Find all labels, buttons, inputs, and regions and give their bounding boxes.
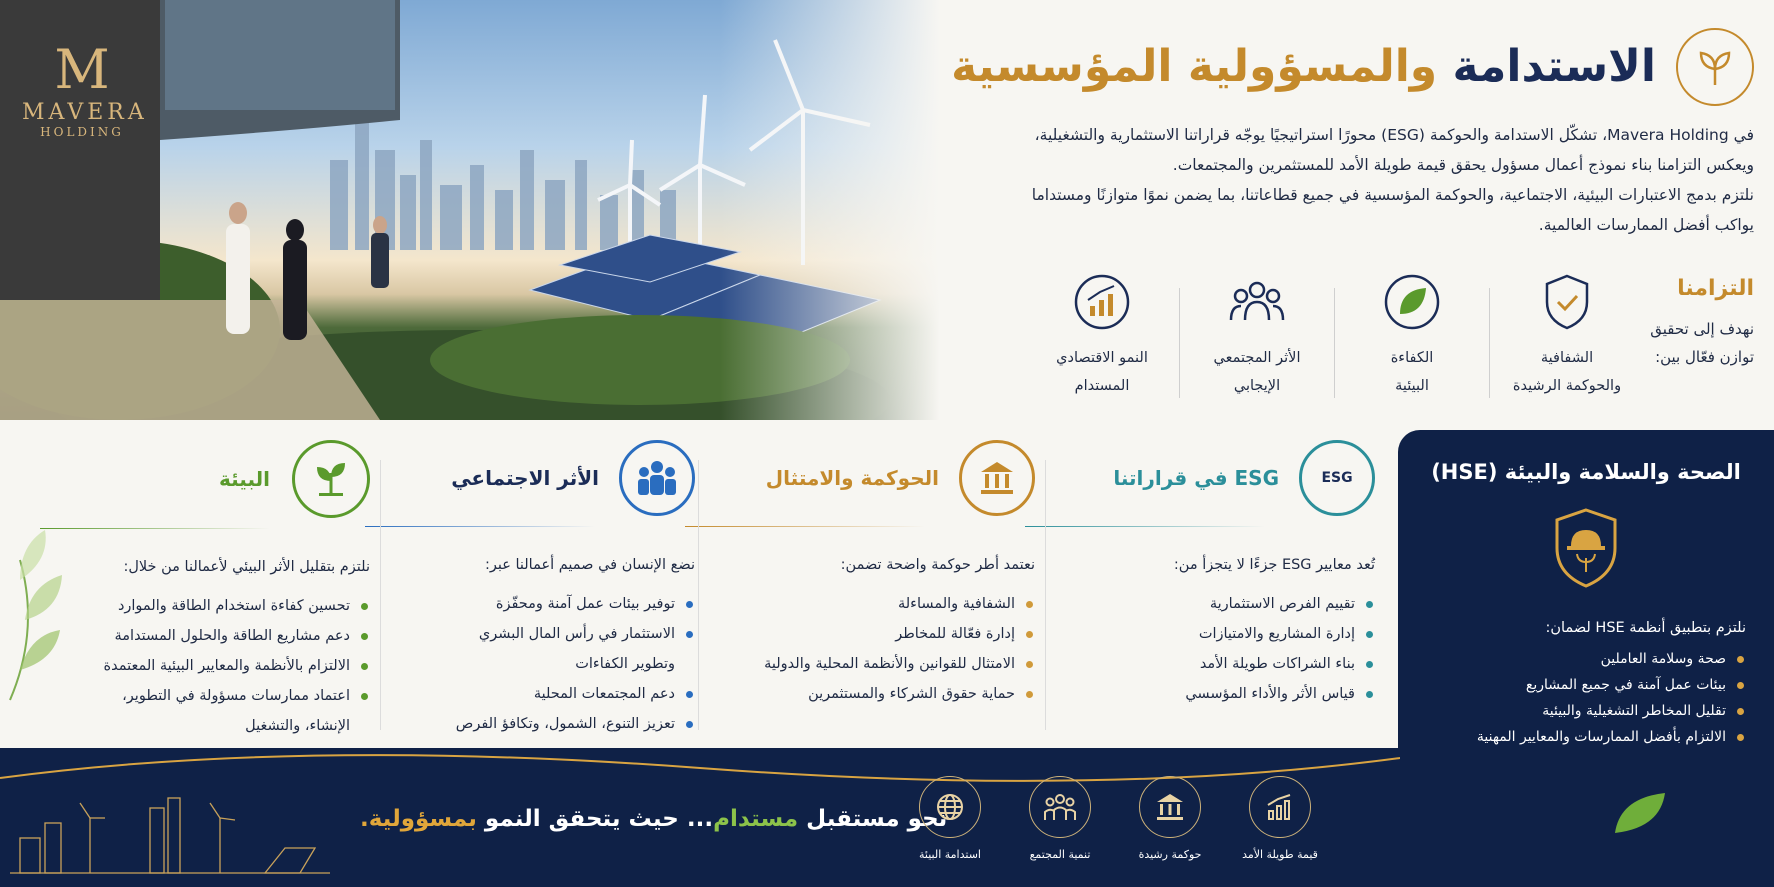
pillar-label: النمو الاقتصادي: [1056, 350, 1148, 366]
esg-list: [1045, 589, 1375, 709]
esg-title: ESG في قراراتنا: [1113, 466, 1279, 490]
commitment-sub-line: نهدف إلى تحقيق: [1650, 320, 1754, 338]
hero-photo: [0, 0, 940, 420]
social-column: [375, 440, 695, 740]
shield-check-icon: [1535, 270, 1599, 334]
banner-item-environment: [895, 776, 1005, 861]
banner-item-label: قيمة طويلة الأمد: [1242, 848, 1318, 861]
esg-lead: تُعد معايير ESG جزءًا لا يتجزأ من:: [1173, 557, 1375, 573]
pillar-label: الكفاءة: [1390, 350, 1434, 366]
social-title: الأثر الاجتماعي: [451, 466, 599, 490]
slogan-highlight: بمسؤولية.: [360, 806, 477, 832]
slogan: [360, 806, 947, 832]
environment-list: [30, 591, 370, 741]
banner-item-governance: [1115, 776, 1225, 861]
intro-line: نلتزم بدمج الاعتبارات البيئية، الاجتماعية، والحوكمة المؤسسية في جميع قطاعاتنا، بما يضمن نموًا متوازنًا ومستداما: [1031, 186, 1754, 204]
sustainability-leaf-icon: [1676, 28, 1754, 106]
commitment-sub: [1644, 315, 1754, 371]
commitment-label: التزامنا: [1677, 276, 1754, 301]
environment-lead: نلتزم بتقليل الأثر البيئي لأعمالنا من خلال:: [123, 559, 370, 575]
governance-lead: نعتمد أطر حوكمة واضحة تضمن:: [840, 557, 1035, 573]
intro-paragraph: [914, 120, 1754, 240]
list-item: الشفافية والمساءلة: [705, 589, 1035, 619]
page-title-row: [951, 28, 1754, 106]
banner-item-label: استدامة البيئة: [919, 848, 981, 861]
intro-line: في Mavera Holding، تشكّل الاستدامة والحوكمة (ESG) محورًا استراتيجيًا يوجّه قراراتنا الاستثمارية والتشغيلية،: [1034, 126, 1754, 144]
environment-title: البيئة: [219, 467, 270, 491]
list-item: تقييم الفرص الاستثمارية: [1045, 589, 1375, 619]
page-title: [951, 41, 1656, 94]
esg-icon-text: ESG: [1321, 470, 1353, 486]
hse-lead: نلتزم بتطبيق أنظمة HSE لضمان:: [1545, 620, 1746, 636]
list-item: تعزيز التنوع، الشمول، وتكافؤ الفرص: [375, 709, 695, 739]
intro-line: يواكب أفضل الممارسات العالمية.: [1538, 216, 1754, 234]
decorative-leaves-icon: [0, 470, 80, 710]
list-item: تحسين كفاءة استخدام الطاقة والموارد: [30, 591, 370, 621]
skyline-line-art-icon: [10, 788, 330, 878]
commitment-sub-line: توازن فعّال بين:: [1655, 348, 1754, 366]
esg-icon: [1299, 440, 1375, 516]
logo-name: MAVERA: [22, 100, 148, 125]
list-item: [30, 681, 370, 741]
list-item: حماية حقوق الشركاء والمستثمرين: [705, 679, 1035, 709]
list-item: إدارة فعّالة للمخاطر: [705, 619, 1035, 649]
banner-item-long-term-value: [1225, 776, 1335, 861]
list-item: الامتثال للقوانين والأنظمة المحلية والدولية: [705, 649, 1035, 679]
globe-icon: [919, 776, 981, 838]
list-item-line: الاستثمار في رأس المال البشري وتطوير الكفاءات: [478, 626, 675, 672]
governance-list: [705, 589, 1035, 709]
slogan-highlight: مستدام: [713, 806, 799, 832]
list-item: تقليل المخاطر التشغيلية والبيئية: [1398, 698, 1746, 724]
banner-icons: [895, 776, 1335, 861]
pillar-label: الأثر المجتمعي: [1213, 350, 1301, 366]
hse-list: [1398, 646, 1746, 750]
list-item: الالتزام بالأنظمة والمعايير البيئية المعتمدة: [30, 651, 370, 681]
leaf-icon: [1610, 788, 1670, 838]
commitment-row: [1033, 270, 1754, 400]
list-item: إدارة المشاريع والامتيازات: [1045, 619, 1375, 649]
plant-icon: [292, 440, 370, 518]
people-icon: [1225, 270, 1289, 334]
logo-sub: HOLDING: [40, 125, 124, 139]
list-item: قياس الأثر والأداء المؤسسي: [1045, 679, 1375, 709]
list-item: الالتزام بأفضل الممارسات والمعايير المهنية: [1398, 724, 1746, 750]
list-item: [375, 619, 695, 679]
pillar-environment: [1343, 270, 1481, 400]
esg-column: [1045, 440, 1375, 740]
slogan-part: نحو مستقبل: [798, 806, 948, 832]
institution-icon: [959, 440, 1035, 516]
community-icon: [1029, 776, 1091, 838]
pillar-label: والحوكمة الرشيدة: [1512, 378, 1622, 394]
company-logo: [22, 38, 148, 139]
institution-icon: [1139, 776, 1201, 838]
pillar-label: البيئية: [1395, 378, 1429, 394]
commitment-heading: [1644, 270, 1754, 371]
social-list: [375, 589, 695, 739]
banner-item-label: تنمية المجتمع: [1029, 848, 1091, 861]
banner-item-label: حوكمة رشيدة: [1138, 848, 1202, 861]
governance-column: [705, 440, 1035, 740]
banner-item-community: [1005, 776, 1115, 861]
intro-line: ويعكس التزامنا بناء نموذج أعمال مسؤول يحقق قيمة طويلة الأمد للمستثمرين والمجتمعات.: [1172, 156, 1754, 174]
slogan-part: ... حيث يتحقق النمو: [476, 806, 714, 832]
pillar-label: المستدام: [1074, 378, 1130, 394]
pillar-growth: [1033, 270, 1171, 400]
social-lead: نضع الإنسان في صميم أعمالنا عبر:: [484, 557, 695, 573]
pillar-governance: [1498, 270, 1636, 400]
bottom-banner: [0, 748, 1774, 887]
pillar-label: الإيجابي: [1233, 378, 1281, 394]
list-item: صحة وسلامة العاملين: [1398, 646, 1746, 672]
title-part2: والمسؤولية المؤسسية: [951, 40, 1438, 92]
people-icon: [619, 440, 695, 516]
list-item: توفير بيئات عمل آمنة ومحفّزة: [375, 589, 695, 619]
list-item: بيئات عمل آمنة في جميع المشاريع: [1398, 672, 1746, 698]
hse-title: الصحة والسلامة والبيئة (HSE): [1431, 460, 1741, 484]
chart-up-icon: [1249, 776, 1311, 838]
pillar-label: الشفافية: [1540, 350, 1594, 366]
list-item-line: اعتماد ممارسات مسؤولة في التطوير، الإنشاء، والتشغيل: [122, 688, 350, 734]
list-item: دعم المجتمعات المحلية: [375, 679, 695, 709]
title-part1: الاستدامة: [1452, 40, 1656, 92]
helmet-shield-icon: [1551, 506, 1621, 590]
list-item: دعم مشاريع الطاقة والحلول المستدامة: [30, 621, 370, 651]
pillar-social: [1188, 270, 1326, 400]
intro-section: [914, 0, 1754, 420]
growth-chart-icon: [1070, 270, 1134, 334]
list-item: بناء الشراكات طويلة الأمد: [1045, 649, 1375, 679]
environment-column: [30, 440, 370, 740]
governance-title: الحوكمة والامتثال: [765, 466, 939, 490]
leaf-cycle-icon: [1380, 270, 1444, 334]
logo-letter: M: [54, 38, 110, 101]
